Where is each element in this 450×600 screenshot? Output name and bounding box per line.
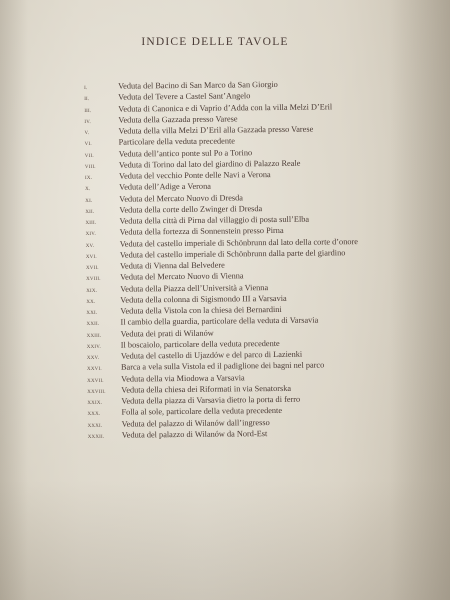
plate-title: Veduta della colonna di Sigismondo III a Varsavia (120, 293, 287, 305)
plate-number: XXIV. (86, 344, 101, 350)
plate-title: Veduta della fortezza di Sonnenstein presso Pirna (119, 226, 284, 237)
plate-title: Veduta del Bacino di San Marco da San Giorgio (117, 79, 278, 91)
plate-number: XX. (86, 299, 96, 305)
plate-title: Veduta del Tevere a Castel Sant’Angelo (118, 91, 251, 102)
plate-title: Veduta della città di Pirna dal villaggio di posta sull’Elba (119, 214, 310, 226)
plate-title: Veduta del palazzo di Wilanów dall’ingresso (121, 417, 270, 429)
plate-number: XXIII. (86, 333, 102, 339)
plate-number: XVII. (85, 265, 99, 271)
index-entry (88, 427, 438, 442)
plate-title: Veduta della villa Melzi D’Eril alla Gazzada presso Varese (118, 124, 314, 136)
plate-title: Folla al sole, particolare della veduta precedente (121, 406, 283, 417)
plate-title: Veduta della corte dello Zwinger di Dresda (119, 203, 263, 215)
plate-number: XXII. (86, 322, 100, 328)
plate-title: Veduta del Mercato Nuovo di Vienna (120, 271, 244, 282)
plate-number: XVI. (85, 254, 97, 260)
plate-number: XXVI. (86, 367, 102, 373)
plate-number: XXI. (86, 310, 98, 316)
plate-title: Veduta del Mercato Nuovo di Dresda (119, 192, 243, 204)
plate-number: II. (84, 97, 90, 103)
plate-title: Il boscaiolo, particolare della veduta precedente (120, 338, 280, 350)
plate-title: Veduta della chiesa dei Riformati in via Senatorska (121, 383, 292, 395)
plate-title: Veduta della piazza di Varsavia dietro la porta di ferro (121, 394, 301, 406)
plate-number: VIII. (84, 164, 96, 170)
plate-number: III. (84, 108, 92, 114)
plate-number: X. (85, 187, 91, 193)
plate-number: XXXI. (87, 423, 103, 429)
plate-title: Veduta dei prati di Wilanów (120, 328, 214, 339)
plate-title: Barca a vela sulla Vistola ed il padiglione dei bagni nel parco (120, 360, 325, 372)
page-title: INDICE DELLE TAVOLE (141, 36, 289, 48)
plate-title: Veduta dell’antico ponte sul Po a Torino (118, 147, 253, 159)
plate-number: XXVII. (87, 378, 104, 384)
page-shadow-bottom (0, 480, 450, 600)
plates-index-list (84, 78, 438, 442)
plate-number: IV. (84, 119, 91, 125)
plate-title: Veduta della via Miodowa a Varsavia (121, 372, 245, 384)
plate-number: VI. (84, 142, 92, 148)
plate-number: XXV. (86, 355, 100, 361)
plate-number: XIV. (85, 232, 96, 238)
plate-number: XIII. (85, 220, 97, 226)
plate-title: Veduta di Vienna dal Belvedere (119, 260, 225, 271)
plate-title: Veduta della Vistola con la chiesa dei Bernardini (120, 304, 282, 316)
plate-number: VII. (84, 153, 94, 159)
plate-title: Veduta di Torino dal lato del giardino di Palazzo Reale (118, 158, 301, 170)
plate-title: Veduta della Gazzada presso Varese (118, 114, 238, 125)
plate-title: Particolare della veduta precedente (118, 136, 236, 147)
plate-number: XXXII. (87, 434, 105, 440)
plate-number: XVIII. (86, 277, 101, 283)
plate-number: IX. (84, 175, 93, 181)
plate-number: XV. (85, 243, 95, 249)
plate-title: Il cambio della guardia, particolare della veduta di Varsavia (120, 315, 319, 327)
plate-number: XXX. (87, 412, 101, 418)
plate-title: Veduta del castello imperiale di Schönbrunn dalla parte del giardino (119, 248, 346, 260)
plate-number: XIX. (86, 288, 98, 294)
plate-title: Veduta della Piazza dell’Università a Vienna (120, 282, 269, 294)
plate-title: Veduta del vecchio Ponte delle Navi a Verona (118, 170, 271, 181)
plate-title: Veduta dell’Adige a Verona (119, 181, 211, 192)
plate-title: Veduta del palazzo di Wilanów da Nord-Est (121, 428, 268, 440)
plate-title: Veduta del castello di Ujazdów e del parco di Lazienki (120, 349, 303, 361)
plate-number: I. (84, 85, 88, 91)
plate-number: XII. (85, 209, 95, 215)
plate-number: XXVIII. (87, 389, 106, 395)
plate-number: XI. (85, 198, 93, 204)
plate-title: Veduta di Canonica e di Vaprio d’Adda con la villa Melzi D’Eril (118, 101, 333, 114)
plate-number: XXIX. (87, 400, 103, 406)
plate-number: V. (84, 130, 90, 136)
plate-title: Veduta del castello imperiale di Schönbrunn dal lato della corte d’onore (119, 236, 358, 249)
